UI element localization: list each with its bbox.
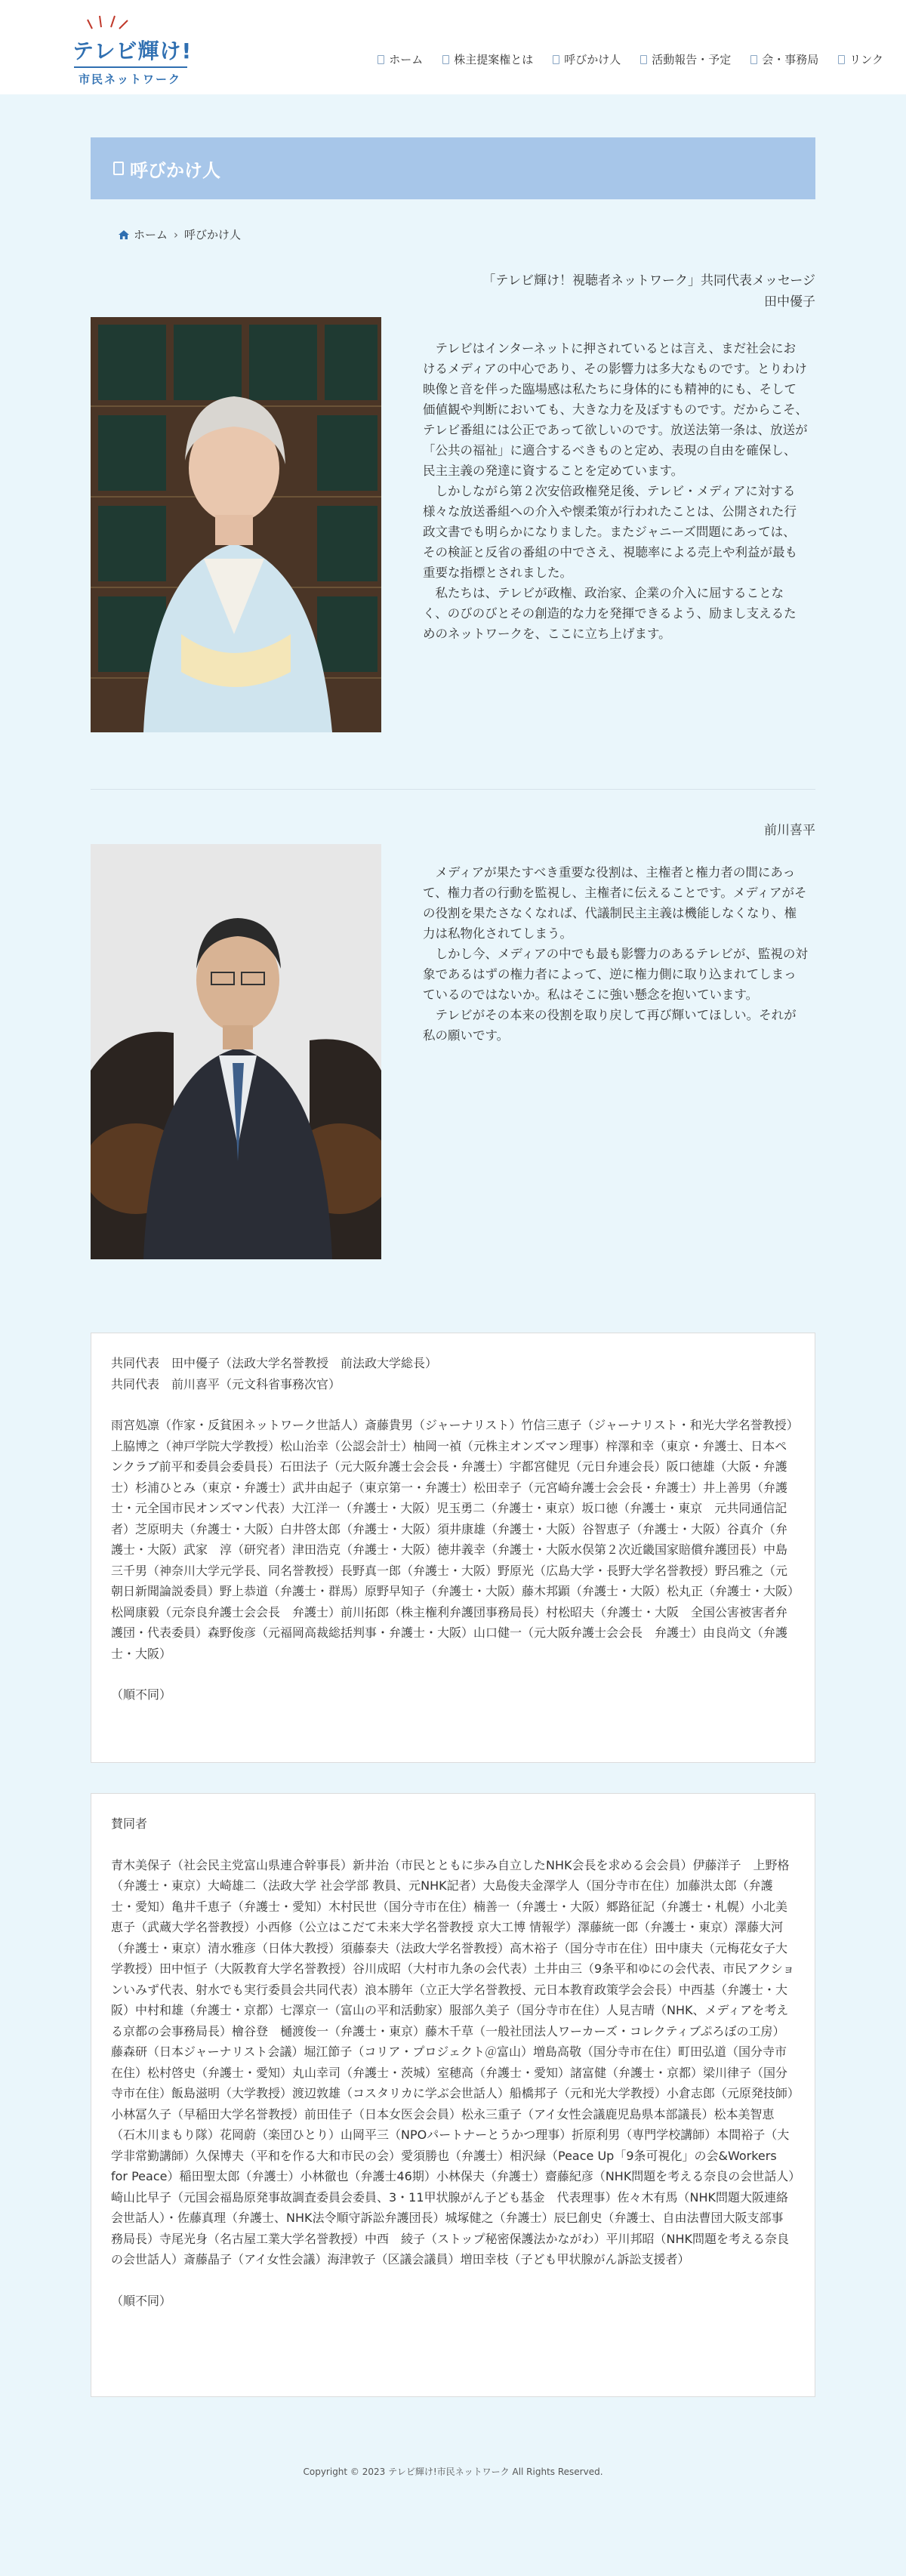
portrait-maekawa bbox=[91, 844, 381, 1259]
logo-main-text: テレビ輝け! bbox=[72, 39, 193, 63]
site-header bbox=[0, 0, 906, 94]
breadcrumb-current: 呼びかけ人 bbox=[184, 228, 242, 242]
logo-sub-text: 市民ネットワーク bbox=[79, 72, 182, 86]
portrait-tanaka-image bbox=[91, 317, 381, 732]
logo-rays-icon bbox=[86, 14, 131, 30]
message1-name: 田中優子 bbox=[764, 294, 815, 310]
page-title-text: 呼びかけ人 bbox=[130, 159, 220, 181]
breadcrumb-home-link[interactable]: ホーム bbox=[134, 228, 168, 242]
nav-item-office[interactable] bbox=[750, 51, 818, 67]
spacer bbox=[111, 2270, 795, 2291]
message2-paragraph: しかし今、メディアの中でも最も影響力のあるテレビが、監視の対象であるはずの権力者によって、逆に権力側に取り込まれてしまっているのではないか。私はそこに強い懸念を抱いています。 bbox=[423, 947, 808, 1002]
nav-item-links[interactable] bbox=[838, 51, 883, 67]
breadcrumb bbox=[118, 226, 241, 242]
portrait-maekawa-image bbox=[91, 844, 381, 1259]
message2-name: 前川喜平 bbox=[764, 823, 815, 838]
nav-label: ホーム bbox=[389, 53, 424, 66]
nav-item-shareholder-proposal[interactable] bbox=[442, 51, 533, 67]
representative-line: 共同代表 前川喜平（元文科省事務次官） bbox=[111, 1376, 341, 1391]
supporters-box bbox=[91, 1793, 815, 2397]
document-icon bbox=[640, 55, 647, 64]
breadcrumb-separator: › bbox=[174, 227, 179, 242]
message1-paragraph: しかしながら第２次安倍政権発足後、テレビ・メディアに対する様々な放送番組への介入や懐柔策が行われたことは、公開された行政文書でも明らかになりました。またジャニーズ問題にあっては、その検証と反省の番組の中でさえ、視聴率による売上や利益が最も重要な指標とされました。 bbox=[423, 484, 797, 580]
nav-label: 株主提案権とは bbox=[454, 53, 534, 66]
document-icon bbox=[750, 55, 757, 64]
nav-item-callers[interactable] bbox=[553, 51, 621, 67]
supporters-members: 青木美保子（社会民主党富山県連合幹事長）新井治（市民とともに歩み自立したNHK会長を求める会会員）伊藤洋子 上野格（弁護士・東京）大崎雄二（法政大学 社会学部 教員、元NHK記者）大島俊夫金澤学人（国分寺市在住）加藤洪太郎（弁護士・愛知）亀井千恵子（弁護士・愛知）木村民世（国分寺市在住）楠善一（弁護士・大阪）郷路征記（弁護士・札幌）小北美恵子（武蔵大学名誉教授）小西修（公立はこだて未来大学名誉教授 京大工博 情報学）澤藤統一郎（弁護士・東京）澤藤大河（弁護士・東京）清水雅彦（日体大教授）須藤泰夫（法政大学名誉教授）高木裕子（国分寺市在住）田中康夫（元梅花女子大学教授）田中恒子（大阪教育大学名誉教授）谷川成昭（大村市九条の会代表）土井由三（9条平和ゆにの会代表、市民アクションいみず代表、射水でも実行委員会共同代表）浪本勝年（立正大学名誉教授、元日本教育政策学会会長）中西基（弁護士・大阪）中村和雄（弁護士・京都）七澤京一（富山の平和活動家）服部久美子（国分寺市在住）人見吉晴（NHK、メディアを考える京都の会事務局長）檜谷登 樋渡俊一（弁護士・東京）藤木千草（一般社団法人ワーカーズ・コレクティブぷろぼの工房）藤森研（日本ジャーナリスト会議）堀江節子（コリア・プロジェクト＠富山）増島高敬（国分寺市在住）町田弘道（国分寺市在住）松村啓史（弁護士・愛知）丸山幸司（弁護士・茨城）室穂高（弁護士・愛知）諸富健（弁護士・京都）梁川律子（国分寺市在住）飯島滋明（大学教授）渡辺敦雄（コスタリカに学ぶ会世話人）船橋邦子（元和光大学教授）小倉志郎（元原発技師）小林冨久子（早稲田大学名誉教授）前田佳子（日本女医会会員）松永三重子（アイ女性会議鹿児島県本部議長）松本美智恵（石木川まもり隊）花岡蔚（楽団ひとり）山岡平三（NPOパートナーとうかつ理事）折原利男（専門学校講師）本間裕子（大学非常勤講師）久保博夫（平和を作る大和市民の会）愛須勝也（弁護士）相沢緑（Peace Up「9条可視化」の会&Workers for Peace）稲田聖太郎（弁護士）小林徹也（弁護士46期）小林保夫（弁護士）齋藤紀彦（NHK問題を考える奈良の会世話人）崎山比早子（元国会福島原発事故調査委員会委員、3・11甲状腺がん子ども基金 代表理事）佐々木有馬（NHK問題大阪連絡会世話人）・佐藤真理（弁護士、NHK法令順守訴訟弁護団長）城塚健之（弁護士）辰巳創史（弁護士、自由法曹団大阪支部事務局長）寺尾光身（名古屋工業大学名誉教授）中西 綾子（ストップ秘密保護法かながわ）平川邦昭（NHK問題を考える奈良の会世話人）斎藤晶子（アイ女性会議）海津敦子（区議会議員）増田幸枝（子ども甲状腺がん訴訟支援者） bbox=[111, 1857, 795, 2266]
supporters-heading: 賛同者 bbox=[111, 1816, 148, 1831]
representatives-members: 雨宮処凛（作家・反貧困ネットワーク世話人）斎藤貴男（ジャーナリスト）竹信三恵子（ジャーナリスト・和光大学名誉教授）上脇博之（神戸学院大学教授）松山治幸（公認会計士）柚岡一禎（元株主オンズマン理事）梓澤和幸（東京・弁護士、日本ペンクラブ前平和委員会委員長）石田法子（元大阪弁護士会会長・弁護士）宇都宮健児（元日弁連会長）阪口徳雄（大阪・弁護士）杉浦ひとみ（東京・弁護士）武井由起子（東京第一・弁護士）松田幸子（元宮崎弁護士会会長・弁護士）井上善男（弁護士・元全国市民オンズマン代表）大江洋一（弁護士・大阪）児玉勇二（弁護士・東京）坂口徳（弁護士・東京 元共同通信記者）芝原明夫（弁護士・大阪）白井啓太郎（弁護士・大阪）須井康雄（弁護士・大阪）谷智恵子（弁護士・大阪）谷真介（弁護士・大阪）武家 淳（研究者）津田浩克（弁護士・大阪）徳井義幸（弁護士・大阪水俣第２次近畿国家賠償弁護団長）中島三千男（神奈川大学元学長、同名誉教授）長野真一郎（弁護士・大阪）野原光（広島大学・長野大学名誉教授）野呂雅之（元朝日新聞論説委員）野上恭道（弁護士・群馬）原野早知子（弁護士・大阪）藤木邦顕（弁護士・大阪）松丸正（弁護士・大阪）松岡康毅（元奈良弁護士会会長 弁護士）前川拓郎（株主権利弁護団事務局長）村松昭夫（弁護士・大阪 全国公害被害者弁護団・代表委員）森野俊彦（元福岡高裁総括判事・弁護士・大阪）山口健一（元大阪弁護士会会長 弁護士）由良尚文（弁護士・大阪） bbox=[111, 1418, 794, 1661]
message1-paragraph: テレビはインターネットに押されているとは言え、まだ社会におけるメディアの中心であり、その影響力は多大なものです。とりわけ映像と音を伴った臨場感は私たちに身体的にも精神的にも、そして価値観や判断においても、大きな力を及ぼすものです。だからこそ、テレビ番組には公正であって欲しいのです。放送法第一条は、放送が「公共の福祉」に適合するべきものと定め、表現の自由を確保し、民主主義の発達に資することを定めています。 bbox=[423, 341, 808, 478]
footer-copyright: Copyright © 2023 テレビ輝け!市民ネットワーク All Rights Reserved. bbox=[303, 2467, 603, 2477]
representative-line: 共同代表 田中優子（法政大学名誉教授 前法政大学総長） bbox=[111, 1356, 438, 1370]
nav-label: 呼びかけ人 bbox=[564, 53, 621, 66]
document-icon bbox=[113, 162, 124, 175]
nav-label: 活動報告・予定 bbox=[652, 53, 732, 66]
site-logo[interactable] bbox=[72, 14, 197, 86]
document-icon bbox=[378, 55, 384, 64]
message1-heading bbox=[482, 270, 815, 313]
portrait-tanaka bbox=[91, 317, 381, 732]
section-divider bbox=[91, 789, 815, 790]
spacer bbox=[111, 1835, 795, 1855]
message2-heading bbox=[764, 820, 815, 841]
supporters-order-note: （順不同） bbox=[111, 2293, 172, 2308]
document-icon bbox=[553, 55, 559, 64]
document-icon bbox=[442, 55, 449, 64]
message1-title: 「テレビ輝け！視聴者ネットワーク」共同代表メッセージ bbox=[482, 273, 815, 288]
representatives-order-note: （順不同） bbox=[111, 1687, 172, 1702]
logo-underline bbox=[74, 66, 187, 68]
page-title-bar bbox=[91, 137, 815, 199]
spacer bbox=[111, 1664, 795, 1684]
representatives-box bbox=[91, 1333, 815, 1763]
page-title bbox=[113, 156, 220, 182]
home-icon bbox=[118, 230, 130, 240]
spacer bbox=[111, 1394, 795, 1415]
nav-label: 会・事務局 bbox=[762, 53, 819, 66]
nav-item-activities[interactable] bbox=[640, 51, 731, 67]
message1-paragraph: 私たちは、テレビが政権、政治家、企業の介入に屈することなく、のびのびとその創造的な力を発揮できるよう、励まし支えるためのネットワークを、ここに立ち上げます。 bbox=[423, 586, 797, 641]
nav-label: リンク bbox=[849, 53, 883, 66]
message1-body bbox=[423, 338, 808, 644]
message2-paragraph: メディアが果たすべき重要な役割は、主権者と権力者の間にあって、権力者の行動を監視し、主権者に伝えることです。メディアがその役割を果たさなくなれば、代議制民主主義は機能しなくなり、権力は私物化されてしまう。 bbox=[423, 865, 807, 941]
main-nav bbox=[358, 51, 883, 67]
document-icon bbox=[838, 55, 845, 64]
nav-item-home[interactable] bbox=[378, 51, 423, 67]
message2-paragraph: テレビがその本来の役割を取り戻して再び輝いてほしい。それが私の願いです。 bbox=[423, 1008, 797, 1043]
message2-body bbox=[423, 862, 808, 1046]
